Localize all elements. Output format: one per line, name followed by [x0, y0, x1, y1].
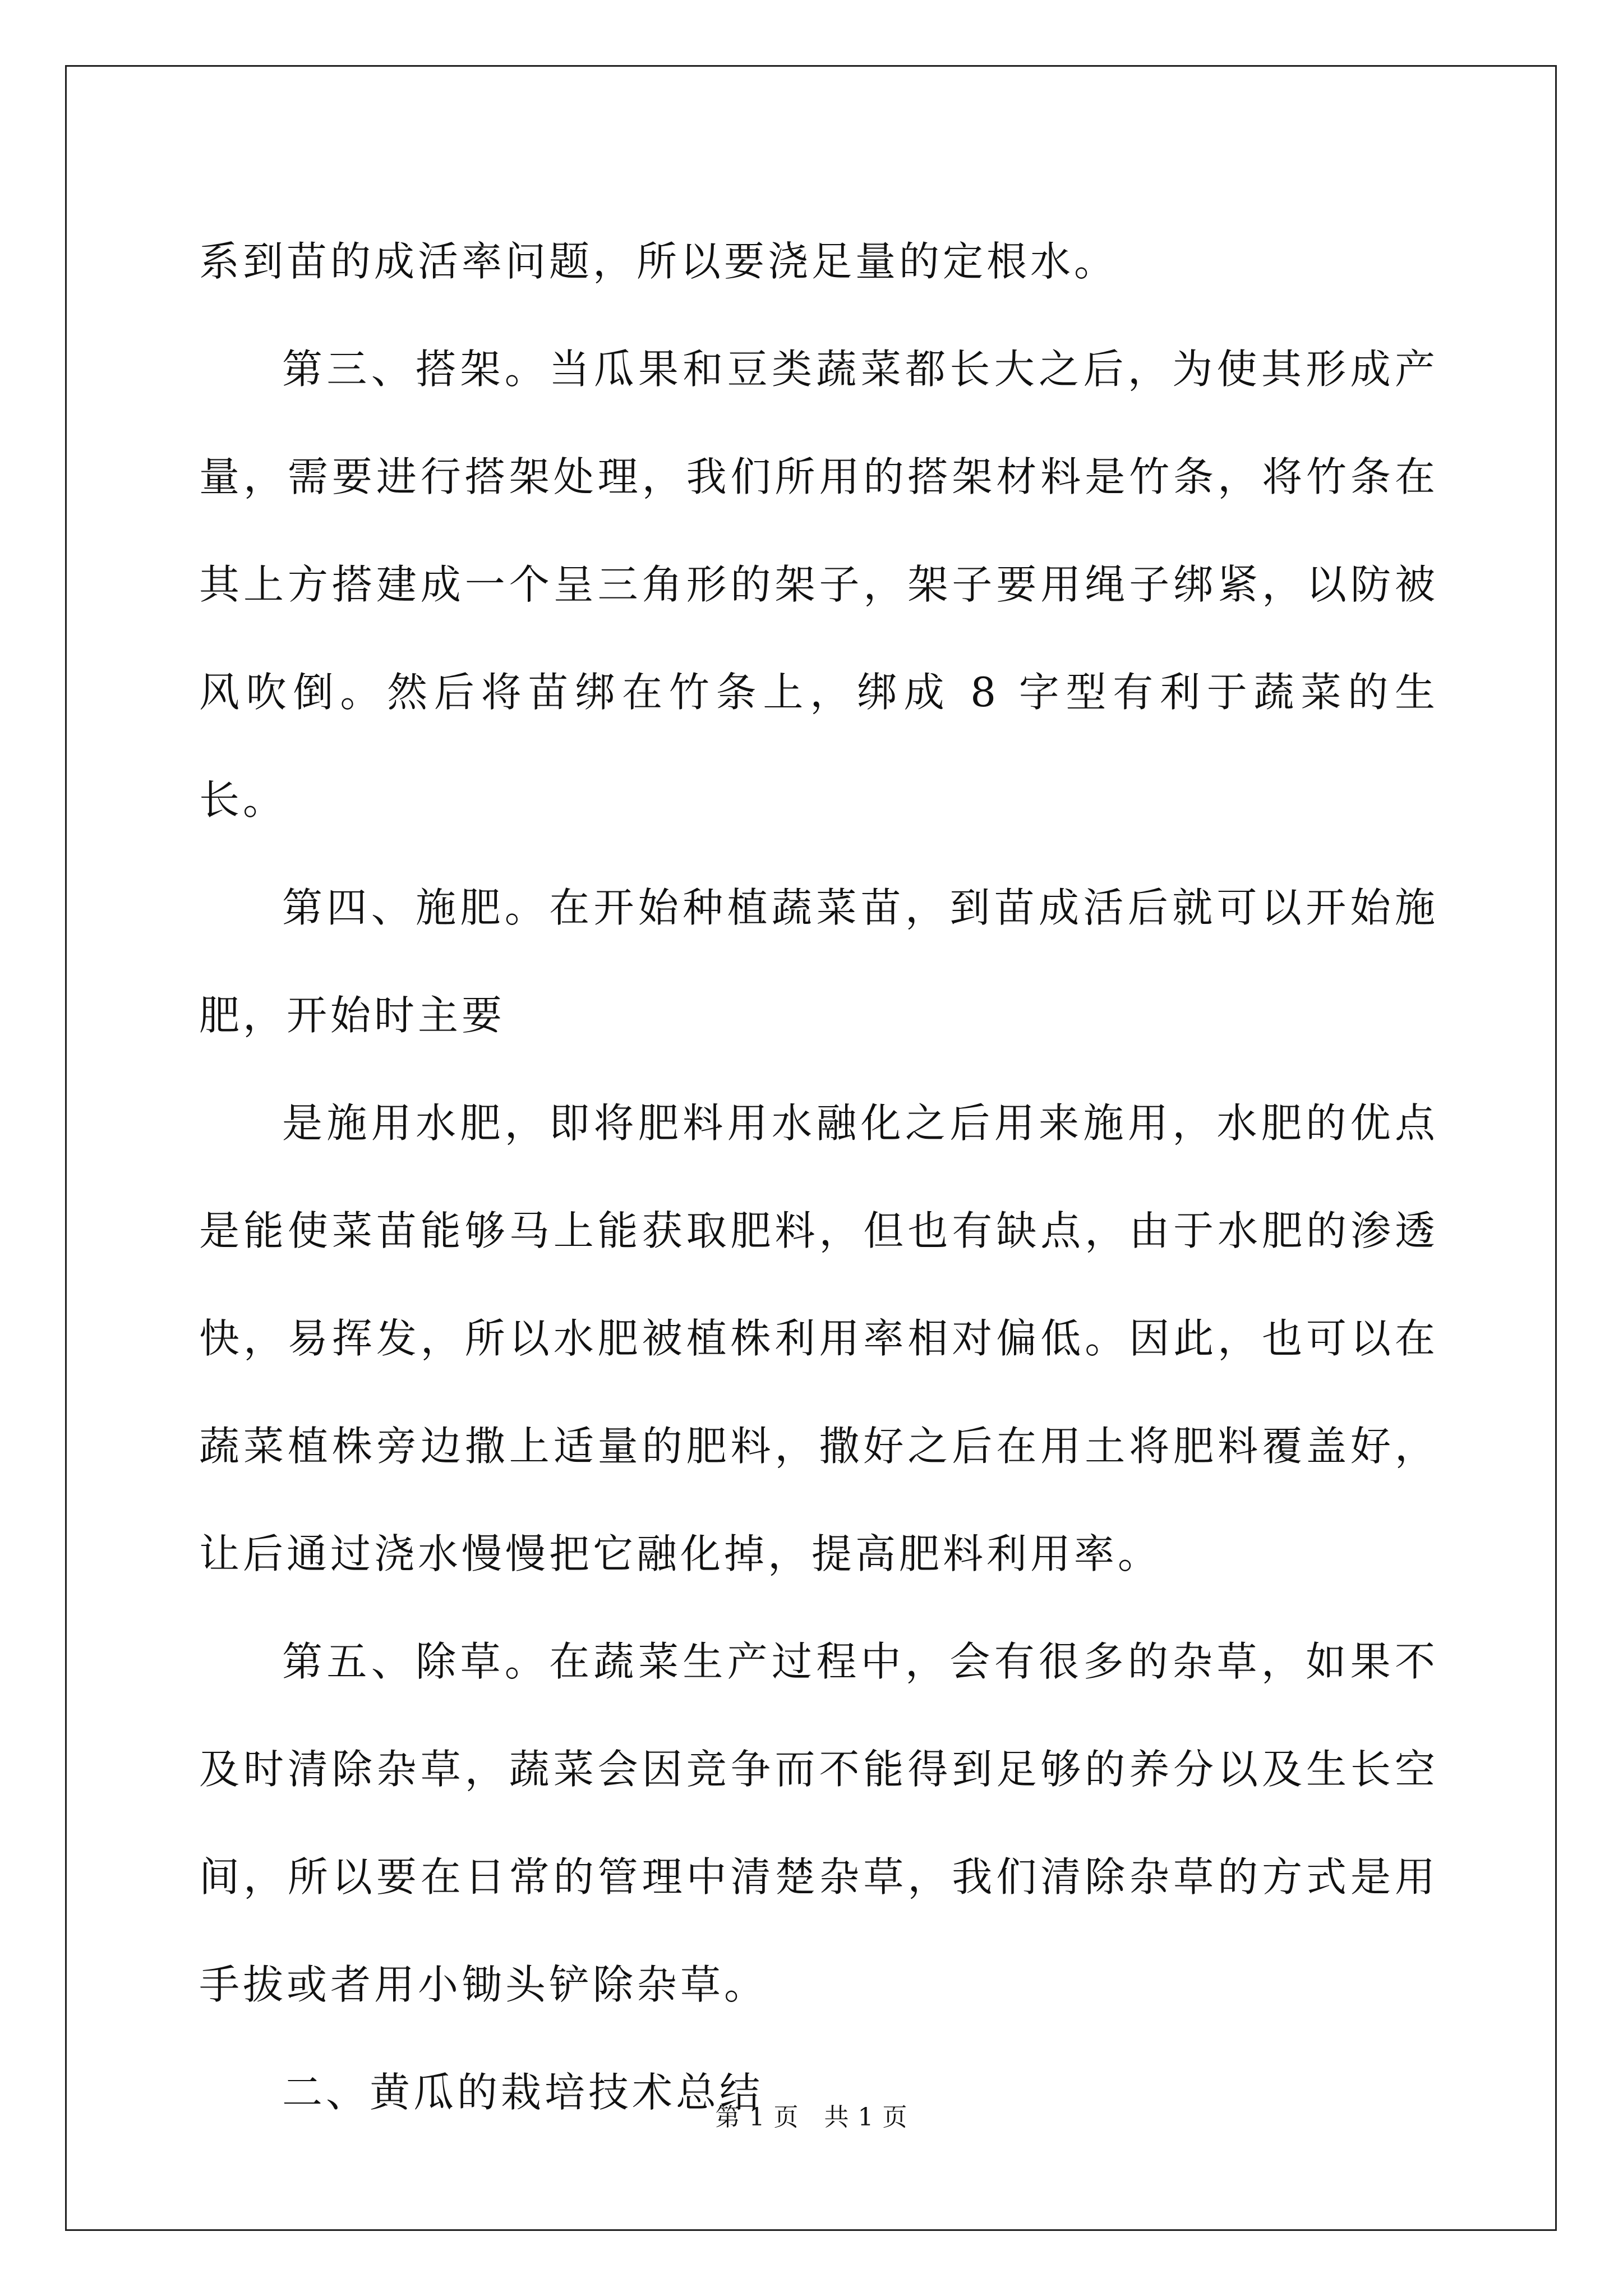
- paragraph-5: 第五、除草。在蔬菜生产过程中，会有很多的杂草，如果不及时清除杂草，蔬菜会因竞争而不能得到足够的养分以及生长空间，所以要在日常的管理中清楚杂草，我们清除杂草的方式是用手拔或者用小锄头铲除杂草。: [199, 1638, 1438, 2008]
- section-heading: 二、黄瓜的栽培技术总结: [282, 2069, 764, 2116]
- paragraph-3: 第四、施肥。在开始种植蔬菜苗，到苗成活后就可以开始施肥，开始时主要: [199, 884, 1438, 1039]
- page-footer: 第 1 页 共 1 页: [715, 2103, 908, 2132]
- paragraph-1: 系到苗的成活率问题，所以要浇足量的定根水。: [199, 238, 1118, 285]
- paragraph-4: 是施用水肥，即将肥料用水融化之后用来施用，水肥的优点是能使菜苗能够马上能获取肥料，但也有缺点，由于水肥的渗透快，易挥发，所以水肥被植株利用率相对偏低。因此，也可以在蔬菜植株旁边撒上适量的肥料，撒好之后在用土将肥料覆盖好，让后通过浇水慢慢把它融化掉，提高肥料利用率。: [199, 1099, 1438, 1577]
- paragraph-2: 第三、搭架。当瓜果和豆类蔬菜都长大之后，为使其形成产量，需要进行搭架处理，我们所用的搭架材料是竹条，将竹条在其上方搭建成一个呈三角形的架子，架子要用绳子绑紧，以防被风吹倒。然后将苗绑在竹条上，绑成 8 字型有利于蔬菜的生长。: [199, 346, 1438, 823]
- document-body: [199, 208, 1438, 2146]
